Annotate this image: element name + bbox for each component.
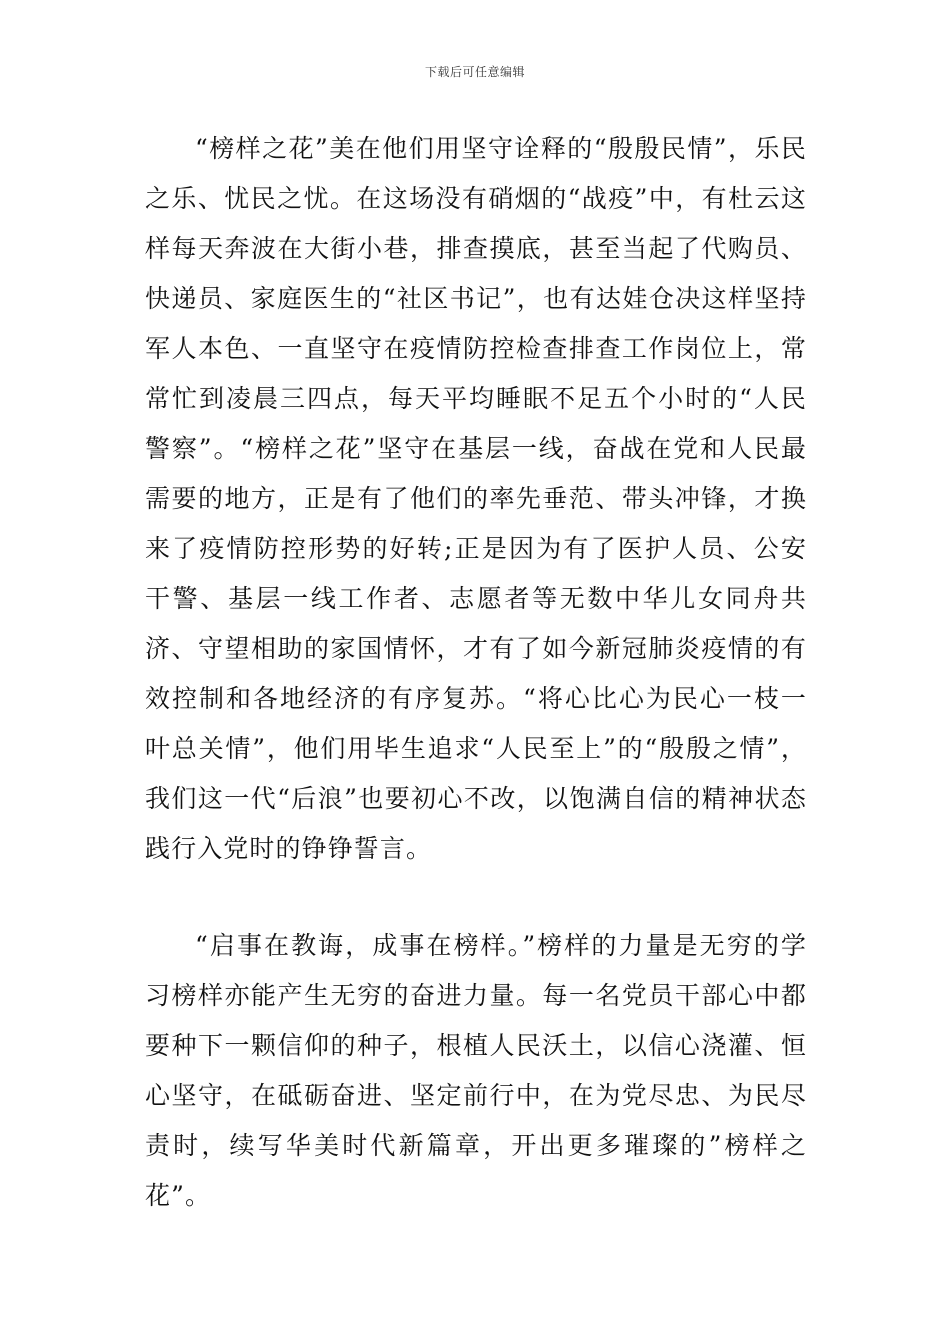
body-paragraph-1-container [145, 124, 807, 874]
body-paragraph: “启事在教诲，成事在榜样。”榜样的力量是无穷的学习榜样亦能产生无穷的奋进力量。每一名党员干部心中都要种下一颗信仰的种子，根植人民沃土，以信心浇灌、恒心坚守，在砥砺奋进、坚定前行中，在为党尽忠、为民尽责时，续写华美时代新篇章，开出更多璀璨的”榜样之花”。 [145, 931, 807, 1210]
body-paragraph-2-container [145, 921, 807, 1221]
page-header-note: 下载后可任意编辑 [424, 65, 525, 79]
body-paragraph: “榜样之花”美在他们用坚守诠释的“殷殷民情”，乐民之乐、忧民之忧。在这场没有硝烟的“战疫”中，有杜云这样每天奔波在大街小巷，排查摸底，甚至当起了代购员、快递员、家庭医生的“社区书记”，也有达娃仓决这样坚持军人本色、一直坚守在疫情防控检查排查工作岗位上，常常忙到凌晨三四点，每天平均睡眠不足五个小时的“人民警察”。“榜样之花”坚守在基层一线，奋战在党和人民最需要的地方，正是有了他们的率先垂范、带头冲锋，才换来了疫情防控形势的好转;正是因为有了医护人员、公安干警、基层一线工作者、志愿者等无数中华儿女同舟共济、守望相助的家国情怀，才有了如今新冠肺炎疫情的有效控制和各地经济的有序复苏。“将心比心为民心一枝一叶总关情”，他们用毕生追求“人民至上”的“殷殷之情”，我们这一代“后浪”也要初心不改，以饱满自信的精神状态践行入党时的铮铮誓言。 [145, 134, 807, 863]
